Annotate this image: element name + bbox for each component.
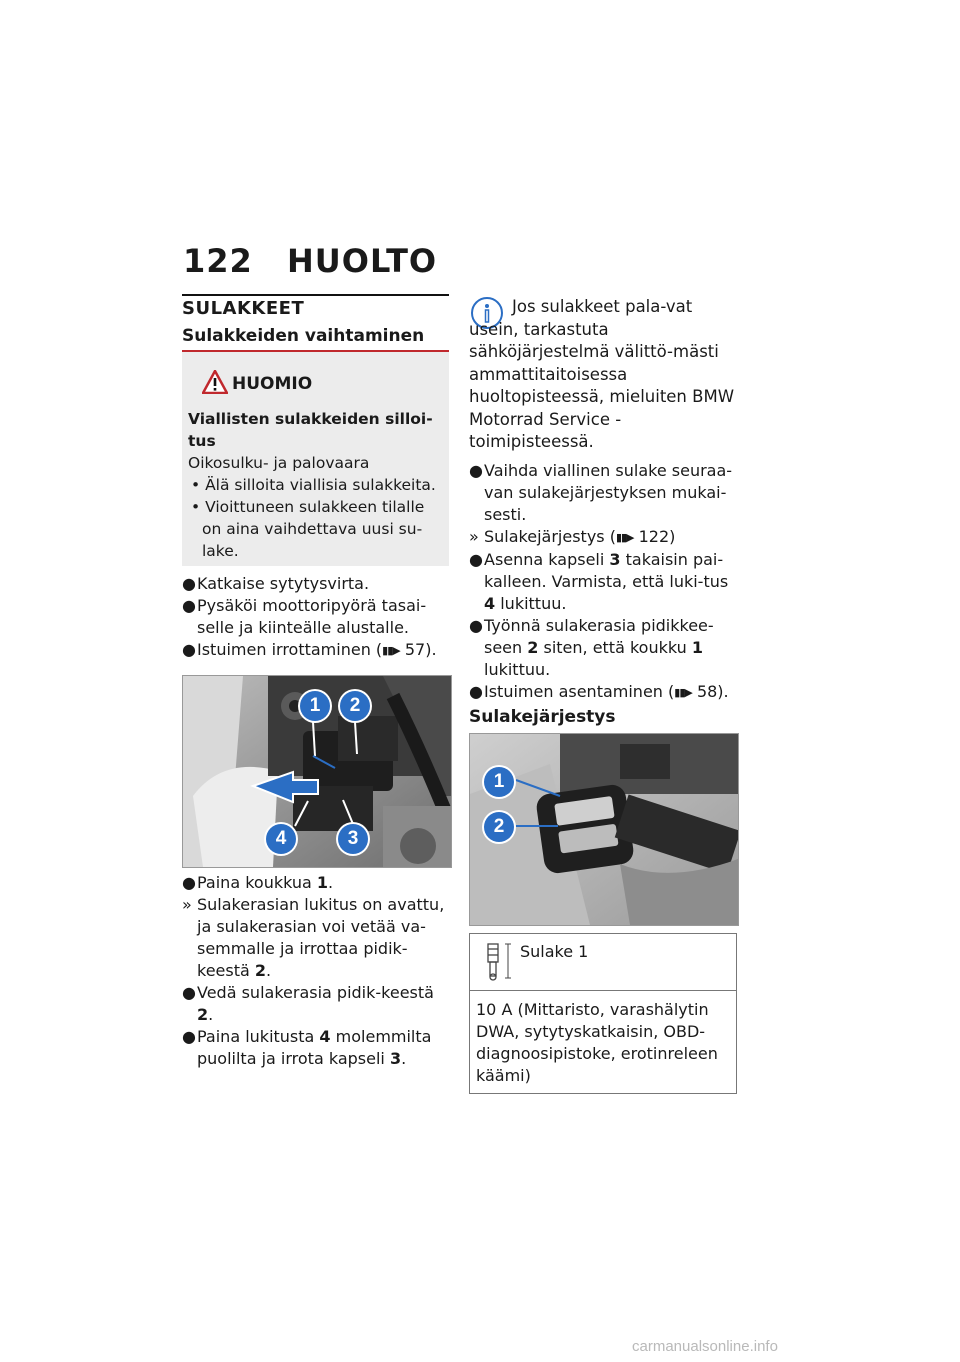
left-steps-2 — [182, 872, 450, 1070]
page-ref-icon: ▮▮▶ — [674, 686, 692, 699]
notice-heading: Viallisten sulakkeiden silloi-tus — [188, 410, 433, 450]
page-number: 122 — [183, 242, 253, 280]
callout-4: 4 — [266, 824, 296, 854]
notice-body — [188, 408, 446, 562]
chapter-title: HUOLTO — [287, 242, 438, 280]
fuse-icon — [482, 942, 516, 986]
fuse-box-photo — [182, 675, 452, 868]
list-item: ● Paina koukkua 1. — [182, 873, 334, 892]
right-steps — [469, 460, 739, 704]
fuse-label: Sulake 1 — [520, 942, 589, 961]
fuse-description: 10 A (Mittaristo, varashälytin DWA, sytytyskatkaisin, OBD-diagnoosipistoke, erotinreleen käämi) — [476, 1000, 718, 1085]
notice-bullet: • Vioittuneen sulakkeen tilalle on aina vaihdettava uusi su-lake. — [191, 498, 425, 560]
fuse-table-header — [470, 934, 736, 991]
notice-bullet: • Älä silloita viallisia sulakkeita. — [191, 476, 436, 494]
notice-title: HUOMIO — [232, 374, 313, 394]
list-item: » Sulakerasian lukitus on avattu, ja sulakerasian voi vetää va-semmalle ja irrottaa pidik-keestä 2. — [182, 895, 445, 980]
list-item: ● Katkaise sytytysvirta. — [182, 574, 370, 593]
list-item: ● Vedä sulakerasia pidik-keestä 2. — [182, 983, 434, 1024]
fuse-holder-photo — [469, 733, 739, 926]
section-title: SULAKKEET — [182, 298, 305, 319]
callout-1: 1 — [484, 767, 514, 797]
callout-2: 2 — [484, 812, 514, 842]
section-rule — [182, 294, 449, 296]
list-item: ● Istuimen irrottaminen (▮▮▶ 57). — [182, 639, 450, 662]
page-ref[interactable]: 57 — [404, 640, 426, 659]
callout-2: 2 — [340, 691, 370, 721]
list-item: ● Istuimen asentaminen (▮▮▶ 58). — [469, 681, 739, 704]
watermark: carmanualsonline.info — [632, 1338, 778, 1355]
list-item: ● Työnnä sulakerasia pidikkee-seen 2 siten, että koukku 1 lukittuu. — [469, 616, 714, 679]
callout-3: 3 — [338, 824, 368, 854]
list-item: » Sulakejärjestys (▮▮▶ 122) — [469, 526, 739, 549]
info-text: Jos sulakkeet pala-vat usein, tarkastuta sähköjärjestelmä välittö-mästi ammattitaitoisessa huoltopisteessä, mieluiten BMW Motorrad Service -toimipisteessä. — [469, 297, 735, 451]
page-ref-icon: ▮▮▶ — [382, 644, 400, 657]
subsection-title: Sulakkeiden vaihtaminen — [182, 326, 425, 346]
left-steps — [182, 573, 450, 662]
warning-notice — [182, 352, 449, 566]
list-item: ● Asenna kapseli 3 takaisin pai-kalleen. Varmista, että luki-tus 4 lukittuu. — [469, 550, 729, 613]
list-item: ● Pysäköi moottoripyörä tasai-selle ja kiinteälle alustalle. — [182, 596, 427, 637]
notice-risk: Oikosulku- ja palovaara — [188, 454, 370, 472]
list-item: ● Paina lukitusta 4 molemmilta puolilta ja irrota kapseli 3. — [182, 1027, 432, 1068]
list-item: ● Vaihda viallinen sulake seuraa-van sulakejärjestyksen mukai-sesti. — [469, 461, 733, 524]
fuse-order-title: Sulakejärjestys — [469, 707, 616, 727]
page-ref-icon: ▮▮▶ — [615, 531, 634, 544]
callout-1: 1 — [300, 691, 330, 721]
warning-triangle-icon — [202, 370, 228, 398]
page-ref[interactable]: 58 — [696, 682, 718, 701]
fuse-table — [469, 933, 737, 1094]
page-ref[interactable]: 122 — [638, 527, 670, 546]
